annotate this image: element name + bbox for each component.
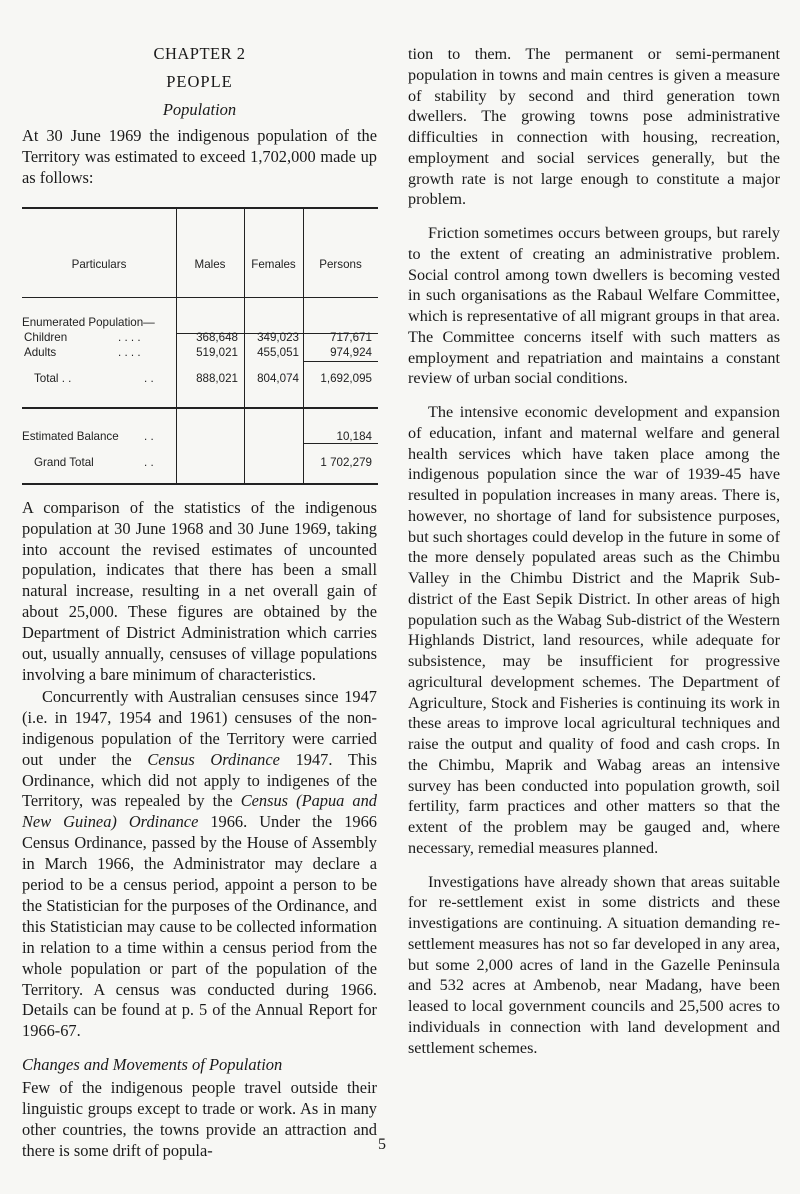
estimated-leader: . . [144,429,154,443]
children-females: 349,023 [257,330,299,344]
estimated-persons: 10,184 [336,429,372,443]
paragraph-resettlement: Investigations have already shown that areas suitable for re-settlement exist in some districts and these investigations are continuing. A situation demanding re-settlement measures has not so far developed in any area, but some 2,000 acres of land in the Gazelle Peninsula and 532 acres at Ambenob, near Madang, have been leased to local government councils and 25,500 acres to individuals in connection with land development and settlement schemes. [408,872,780,1057]
right-column [408,44,780,1058]
page-number: 5 [378,1136,386,1153]
enumerated-label: Enumerated Population— [22,315,155,329]
intro-paragraph: At 30 June 1969 the indigenous population of the Territory was estimated to exceed 1,702,000 made up as follows: [22,126,377,187]
header-persons: Persons [319,257,362,271]
population-table-cont [22,407,378,485]
paragraph-comparison: A comparison of the statistics of the indigenous population at 30 June 1968 and 30 June 1969, taking into account the revised estimates of uncounted population, indicates that there has been a small natural increase, resulting in a net overall gain of about 25,000. These figures are obtained by the Department of District Administration which carries out, usually annually, censuses of village populations involving a bare minimum of characteristics. [22,497,377,684]
header-particulars: Particulars [71,257,127,271]
children-males: 368,648 [196,330,238,344]
paragraph-friction: Friction sometimes occurs between groups, but rarely to the extent of creating an administrative problem. Social control among town dwellers is becoming vested in such organisations as the Rabaul Welfare Committee, which is representative of all migrant groups in that area. The Committee concerns itself with such matters as employment and repatriation and maintains a constant review of urban social conditions. [408,224,780,388]
header-females: Females [251,257,296,271]
grand-total-persons: 1 702,279 [320,455,372,469]
children-persons: 717,671 [330,330,372,344]
page-title: PEOPLE [166,72,233,91]
total-label: Total . . [34,371,72,385]
total-persons: 1,692,095 [320,371,372,385]
adults-females: 455,051 [257,345,299,359]
header-males: Males [194,257,226,271]
chapter-heading: CHAPTER 2 [153,44,246,63]
row-children-leader: . . . . [118,330,141,344]
grand-total-label: Grand Total [34,455,94,469]
total-males: 888,021 [196,371,238,385]
estimated-label: Estimated Balance [22,429,119,443]
paragraph-movements: Few of the indigenous people travel outside their linguistic groups except to trade or work. As in many other countries, the towns provide an attraction and there is some drift of popula- [22,1078,377,1160]
paragraph-census: Concurrently with Australian censuses since 1947 (i.e. in 1947, 1954 and 1961) censuses of the non-indigenous population of the Territory were carried out under the Census Ordinance 1947. This Ordinance, which did not apply to indigenes of the Territory, was repealed by the Census (Papua and New Guinea) Ordinance 1966. Under the 1966 Census Ordinance, passed by the House of Assembly in March 1966, the Administrator may declare a period to be a census period, appoint a person to be the Statistician for the purposes of the Ordinance, and this Statistician may cause to be collected information in relation to a time within a census period from the whole population or part of the population of the Territory. A census was conducted during 1966. Details can be found at p. 5 of the Annual Report for 1966-67. [22,686,378,1041]
section-heading: Population [162,100,237,119]
total-females: 804,074 [257,371,299,385]
paragraph-towns: tion to them. The permanent or semi-permanent population in towns and main centres is given a measure of stability by second and third generation town dwellers. The growing towns pose administrative difficulties in connection with housing, recreation, employment and social services generally, but the growth rate is not large enough to constitute a major problem. [408,45,780,209]
row-children-label: Children [24,330,68,344]
row-adults-leader: . . . . [118,345,141,359]
population-table [22,207,378,409]
paragraph-development: The intensive economic development and expansion of education, infant and maternal welfare and general health services which have taken place among the indigenous population since the war of 1939-45 have resulted in population increases in many areas. There is, however, no shortage of land for subsistence purposes, but such shortages could develop in the future in some of the more densely populated areas such as the Chimbu Valley in the Chimbu District and the Maprik Sub-district of the East Sepik District. In other areas of high population such as the Wabag Sub-district of the Western Highlands District, land resources, while adequate for subsistence, may be insufficient for progressive agricultural development schemes. The Department of Agriculture, Stock and Fisheries is continuing its work in these areas to improve local agricultural techniques and raise the output and quality of food and cash crops. In the Chimbu, Maprik and Wabag areas an intensive survey has been conducted into population growth, soil fertility, farm practices and other matters so that the extent of the problem may be gauged and, where necessary, remedial measures planned. [408,403,780,857]
grand-total-leader: . . [144,455,154,469]
left-column [22,44,377,1162]
row-adults-label: Adults [24,345,57,359]
total-leader: . . [144,371,154,385]
adults-males: 519,021 [196,345,238,359]
adults-persons: 974,924 [330,345,372,359]
subheading-changes: Changes and Movements of Population [22,1055,283,1075]
